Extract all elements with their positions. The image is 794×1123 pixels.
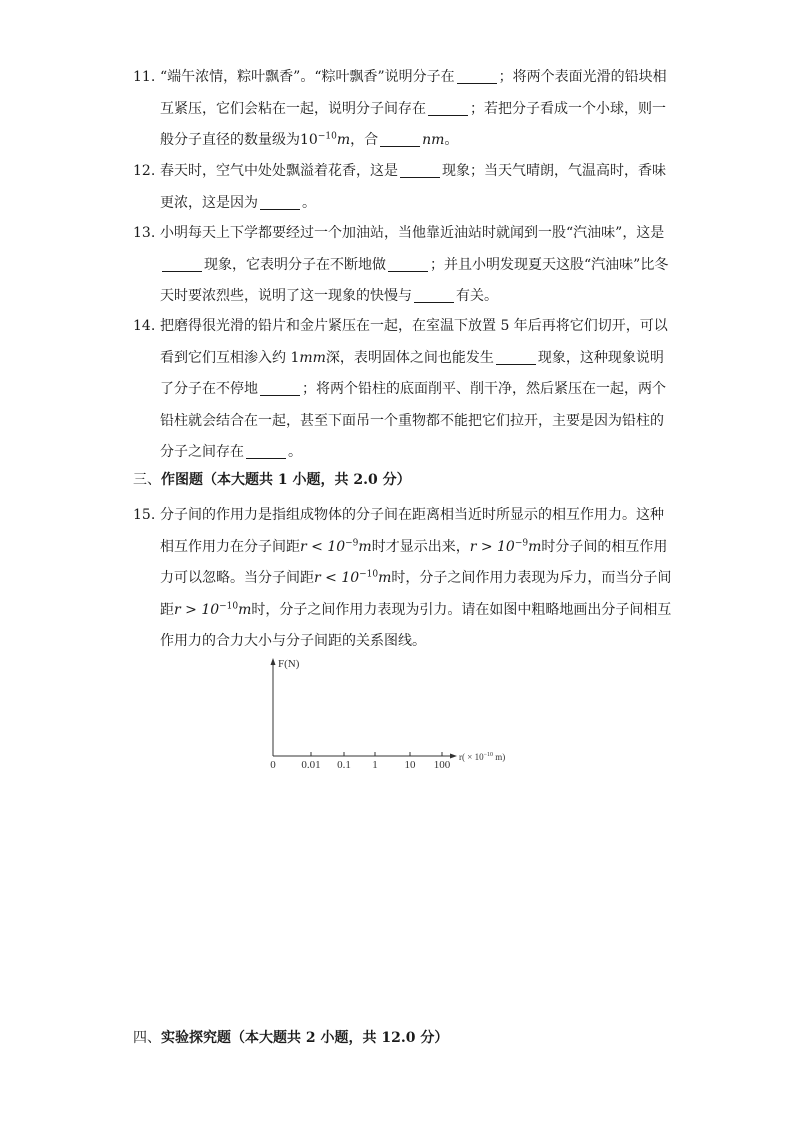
tick-marks — [311, 752, 442, 756]
y-axis-arrow-icon — [271, 658, 276, 665]
section-title: 实验探究题（本大题共 2 小题，共 12.0 分） — [161, 1030, 449, 1046]
x-axis-arrow-icon — [450, 754, 457, 759]
question-14 — [133, 311, 673, 469]
answer-blank — [260, 195, 300, 210]
section-header-4: 四、实验探究题（本大题共 2 小题，共 12.0 分） — [133, 1030, 449, 1046]
tick-label: 0.1 — [337, 759, 351, 771]
tick-label: 100 — [433, 759, 451, 771]
answer-blank — [457, 69, 497, 84]
question-number: 11. — [133, 69, 156, 85]
question-number: 14. — [133, 318, 156, 334]
question-number: 15. — [133, 507, 156, 523]
answer-blank — [380, 132, 420, 147]
answer-blank — [496, 350, 536, 365]
tick-label: 1 — [372, 759, 378, 771]
x-axis-label: $r( \times 10^{-10}$ m) — [459, 752, 506, 762]
answer-blank — [428, 101, 468, 116]
question-number: 12. — [133, 163, 156, 179]
answer-blank — [388, 257, 428, 272]
answer-blank — [162, 257, 202, 272]
question-text: 把磨得很光滑的铅片和金片紧压在一起，在室温下放置 5 年后再将它们切开，可以看到它们互相渗入约 1mm深，表明固体之间也能发生 现象，这种现象说明了分子在不停地 ；将两个铅柱的底面削平、削干净，然后紧压在一起，两个铅柱就会结合在一起，甚至下面吊一个重物都不能把它们拉开，主要是因为铅柱的分子之间存在 。 — [160, 318, 668, 460]
question-text: 春天时，空气中处处飘溢着花香，这是 现象；当天气晴朗，气温高时，香味更浓，这是因为 。 — [160, 163, 666, 211]
question-text: 分子间的作用力是指组成物体的分子间在距离相当近时所显示的相互作用力。这种相互作用力在分子间距$r < 10^{-9}m$时才显示出来，$r > 10^{-9}m$时分子间的相互作用力可以忽略。当分子间距$r < 10^{-10}m$时，分子之间作用力表现为斥力，而当分子间距$r > 10^{-10}m$时，分子之间作用力表现为引力。请在如图中粗略地画出分子间相互作用力的合力大小与分子间距的关系图线。 — [160, 507, 672, 649]
question-12 — [133, 156, 673, 219]
tick-label: 0.01 — [301, 759, 321, 771]
answer-blank — [414, 288, 454, 303]
question-text: 小明每天上下学都要经过一个加油站，当他靠近油站时就闻到一股“汽油味”，这是现象，它表明分子在不断地做 ；并且小明发现夏天这股“汽油味”比冬天时要浓烈些，说明了这一现象的快慢与 有关。 — [160, 225, 669, 304]
question-15 — [133, 500, 673, 658]
question-13 — [133, 218, 673, 313]
tick-label: 0 — [270, 759, 276, 771]
question-number: 13. — [133, 225, 156, 241]
force-distance-graph — [262, 656, 532, 776]
tick-label: 10 — [404, 759, 416, 771]
question-11 — [133, 62, 673, 157]
section-header-3: 三、作图题（本大题共 1 小题，共 2.0 分） — [133, 472, 411, 488]
answer-blank — [400, 163, 440, 178]
answer-blank — [260, 381, 300, 396]
question-text: “端午浓情，粽叶飘香”。“粽叶飘香”说明分子在 ；将两个表面光滑的铅块相互紧压，它们会粘在一起，说明分子间存在 ；若把分子看成一个小球，则一般分子直径的数量级为$10^{-10}m$，合 nm。 — [160, 69, 667, 148]
section-title: 作图题（本大题共 1 小题，共 2.0 分） — [161, 472, 411, 488]
graph-svg — [262, 656, 532, 776]
answer-blank — [246, 444, 286, 459]
y-axis-label: F(N) — [278, 658, 300, 670]
